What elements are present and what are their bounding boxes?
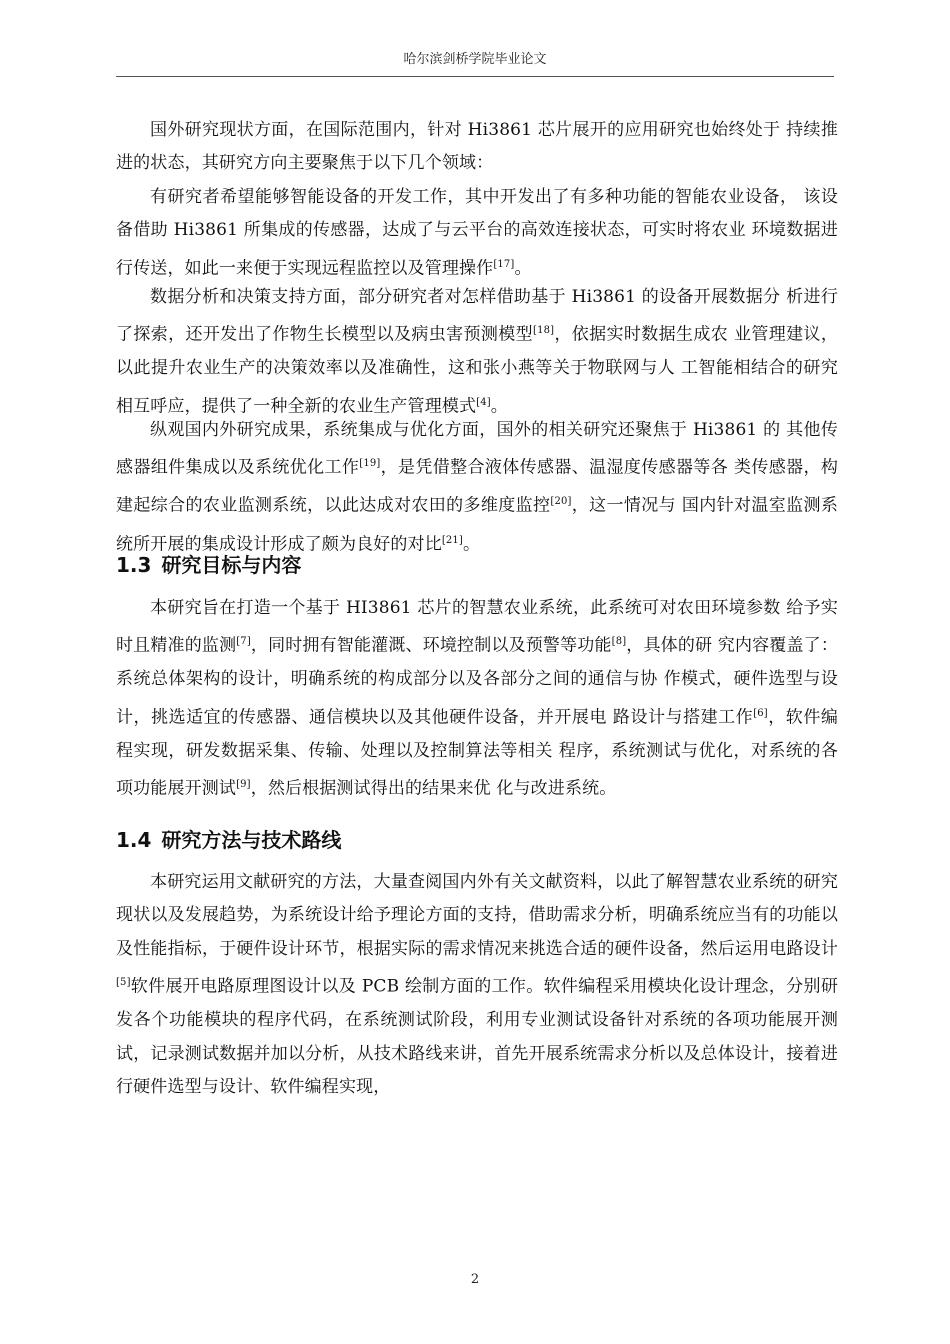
page-number: 2	[470, 1272, 480, 1287]
section-title-1-4: 研究方法与技术路线	[161, 828, 342, 852]
citation-marker: [5]	[116, 977, 131, 989]
section-heading-1-3	[116, 549, 838, 578]
citation-marker: [9]	[236, 779, 251, 791]
header-divider	[116, 76, 834, 77]
citation-marker: [17]	[493, 258, 515, 270]
section-title-1-3: 研究目标与内容	[161, 553, 302, 577]
citation-marker: [8]	[611, 636, 627, 648]
paragraph-smart-devices: 有研究者希望能够智能设备的开发工作，其中开发出了有多种功能的智能农业设备， 该设备借助 Hi3861 所集成的传感器，达成了与云平台的高效连接状态，可实时将农业 环境数据进行传送，如此一来便于实现远程监控以及管理操作[17]。	[116, 187, 838, 279]
citation-marker: [7]	[236, 636, 251, 648]
paragraph-foreign-research-status: 国外研究现状方面，在国际范围内，针对 Hi3861 芯片展开的应用研究也始终处于 持续推进的状态，其研究方向主要聚焦于以下几个领域：	[116, 120, 838, 174]
paragraph-data-analysis: 数据分析和决策支持方面，部分研究者对怎样借助基于 Hi3861 的设备开展数据分 析进行了探索，还开发出了作物生长模型以及病虫害预测模型[18]，依据实时数据生成农 业管理建议，以此提升农业生产的决策效率以及准确性，这和张小燕等关于物联网与人 工智能相结合的研究相互呼应，提供了一种全新的农业生产管理模式[4]。	[116, 287, 838, 417]
paragraph-system-integration: 纵观国内外研究成果，系统集成与优化方面，国外的相关研究还聚焦于 Hi3861 的 其他传感器组件集成以及系统优化工作[19]，是凭借整合液体传感器、温湿度传感器等各 类传感器，构建起综合的农业监测系统，以此达成对农田的多维度监控[20]，这一情况与 国内针对温室监测系统所开展的集成设计形成了颇为良好的对比[21]。	[116, 420, 838, 555]
citation-marker: [20]	[550, 496, 572, 508]
citation-marker: [21]	[441, 534, 463, 546]
section-heading-1-4	[116, 824, 838, 853]
paragraph-research-goals: 本研究旨在打造一个基于 HI3861 芯片的智慧农业系统，此系统可对农田环境参数 给予实时且精准的监测[7]，同时拥有智能灌溉、环境控制以及预警等功能[8]，具体的研 究内容覆盖了：系统总体架构的设计，明确系统的构成部分以及各部分之间的通信与协 作模式，硬件选型与设计，挑选适宜的传感器、通信模块以及其他硬件设备，并开展电 路设计与搭建工作[6]，软件编程实现，研发数据采集、传输、处理以及控制算法等相关 程序，系统测试与优化，对系统的各项功能展开测试[9]，然后根据测试得出的结果来优 化与改进系统。	[116, 598, 839, 799]
citation-marker: [19]	[359, 458, 381, 470]
paragraph-research-methods: 本研究运用文献研究的方法，大量查阅国内外有关文献资料，以此了解智慧农业系统的研究现状以及发展趋势，为系统设计给予理论方面的支持，借助需求分析，明确系统应当有的功能以及性能指标，于硬件设计环节，根据实际的需求情况来挑选合适的硬件设备，然后运用电路设计[5]软件展开电路原理图设计以及 PCB 绘制方面的工作。软件编程采用模块化设计理念，分别研发各个功能模块的程序代码，在系统测试阶段，利用专业测试设备针对系统的各项功能展开测试，记录测试数据并加以分析，从技术路线来讲，首先开展系统需求分析以及总体设计，接着进行硬件选型与设计、软件编程实现，	[116, 872, 838, 1098]
citation-marker: [18]	[533, 325, 555, 337]
page-header: 哈尔滨剑桥学院毕业论文	[403, 52, 547, 67]
citation-marker: [4]	[476, 396, 491, 408]
section-number-1-4: 1.4	[116, 828, 152, 852]
section-number-1-3: 1.3	[116, 553, 152, 577]
citation-marker: [6]	[753, 707, 768, 719]
